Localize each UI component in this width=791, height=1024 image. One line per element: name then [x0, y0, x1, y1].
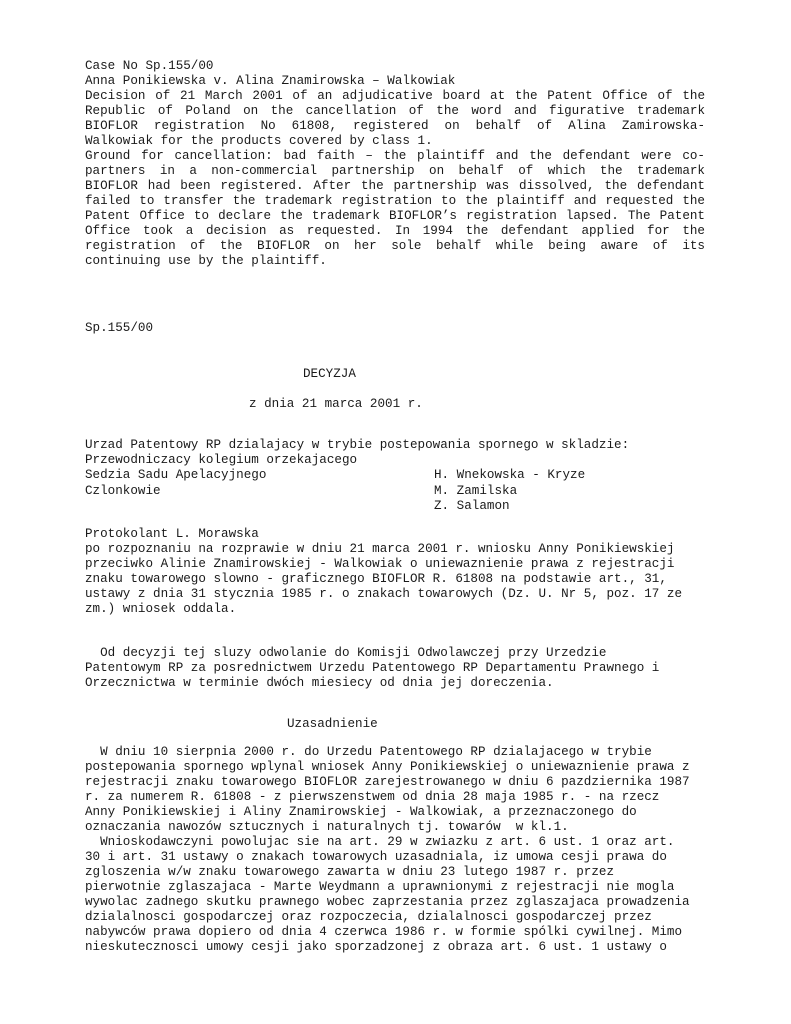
justification-line: Wnioskodawczyni powolujac sie na art. 29 w zwiazku z art. 6 ust. 1 oraz art. [85, 835, 675, 849]
board-intro: Urzad Patentowy RP dzialajacy w trybie postepowania spornego w skladzie: [85, 438, 630, 452]
protocol-line: ustawy z dnia 31 stycznia 1985 r. o znakach towarowych (Dz. U. Nr 5, poz. 17 ze [85, 587, 683, 601]
protocol-line: przeciwko Alinie Znamirowskiej - Walkowiak o uniewaznienie prawa z rejestracji [85, 557, 675, 571]
justification-line: Anny Ponikiewskiej i Aliny Znamirowskiej - Walkowiak, a przeznaczonego do [85, 805, 637, 819]
summary-line: Republic of Poland on the cancellation of the word and figurative trademark [85, 104, 705, 118]
justification-line: W dniu 10 sierpnia 2000 r. do Urzedu Patentowego RP dzialajacego w trybie [85, 745, 652, 759]
case-summary [85, 59, 705, 269]
summary-line: partners in a non-commercial partnership on behalf of which the trademark [85, 164, 705, 178]
decision-date: z dnia 21 marca 2001 r. [249, 397, 423, 411]
summary-line: BIOFLOR registration No 61808, registered on behalf of Alina Zamirowska- [85, 119, 705, 133]
justification-body [85, 745, 690, 955]
decision-reference: Sp.155/00 [85, 321, 154, 335]
case-number: Case No Sp.155/00 [85, 59, 214, 73]
summary-line: Ground for cancellation: bad faith – the plaintiff and the defendant were co- [85, 149, 705, 163]
decision-heading: DECYZJA [303, 367, 356, 381]
summary-line: registration of the BIOFLOR on her sole behalf while being aware of its [85, 239, 705, 253]
summary-line: continuing use by the plaintiff. [85, 254, 327, 268]
member-name: Z. Salamon [434, 499, 510, 513]
justification-line: postepowania spornego wplynal wniosek Anny Ponikiewskiej o uniewaznienie prawa z [85, 760, 690, 774]
justification-heading: Uzasadnienie [287, 717, 378, 731]
member-name: M. Zamilska [434, 484, 518, 498]
appeal-paragraph [85, 646, 659, 691]
justification-line: nabywców prawa dopiero od dnia 4 czerwca 1986 r. w formie spólki cywilnej. Mimo [85, 925, 683, 939]
summary-line: failed to transfer the trademark registration to the plaintiff and requested the [85, 194, 705, 208]
summary-line: Walkowiak for the products covered by class 1. [85, 134, 433, 148]
justification-line: dzialalnosci gospodarczej oraz rozpoczecia, dzialalnosci gospodarczej przez [85, 910, 652, 924]
judge-name: H. Wnekowska - Kryze [434, 468, 586, 482]
case-parties: Anna Ponikiewska v. Alina Znamirowska – Walkowiak [85, 74, 456, 88]
judge-title: Sedzia Sadu Apelacyjnego [85, 468, 267, 482]
appeal-line: Od decyzji tej sluzy odwolanie do Komisji Odwolawczej przy Urzedzie [85, 646, 607, 660]
protocol-line: zm.) wniosek oddala. [85, 602, 237, 616]
justification-line: wywolac zadnego skutku prawnego wobec zaprzestania przez zglaszajaca prowadzenia [85, 895, 690, 909]
summary-line: Patent Office to declare the trademark BIOFLOR’s registration lapsed. The Patent [85, 209, 705, 223]
protocol-line: znaku towarowego slowno - graficznego BIOFLOR R. 61808 na podstawie art., 31, [85, 572, 667, 586]
appeal-line: Patentowym RP za posrednictwem Urzedu Patentowego RP Departamentu Prawnego i [85, 661, 660, 675]
appeal-line: Orzecznictwa w terminie dwóch miesiecy od dnia jej doreczenia. [85, 676, 554, 690]
justification-line: rejestracji znaku towarowego BIOFLOR zarejestrowanego w dniu 6 pazdziernika 1987 [85, 775, 690, 789]
justification-line: zgloszenia w/w znaku towarowego zawarta w dniu 23 lutego 1987 r. przez [85, 865, 615, 879]
justification-line: nieskutecznosci umowy cesji jako sporzadzonej z obraza art. 6 ust. 1 ustawy o [85, 940, 667, 954]
summary-line: Decision of 21 March 2001 of an adjudicative board at the Patent Office of the [85, 89, 705, 103]
justification-line: r. za numerem R. 61808 - z pierwszenstwem od dnia 28 maja 1985 r. - na rzecz [85, 790, 660, 804]
justification-line: pierwotnie zglaszajaca - Marte Weydmann a uprawnionymi z rejestracji nie mogla [85, 880, 675, 894]
protocol-line: Protokolant L. Morawska [85, 527, 259, 541]
summary-line: Office took a decision as requested. In 1994 the defendant applied for the [85, 224, 705, 238]
protocol-paragraph [85, 527, 682, 617]
summary-line: BIOFLOR had been registered. After the partnership was dissolved, the defendant [85, 179, 705, 193]
members-title: Czlonkowie [85, 484, 161, 498]
chair-title: Przewodniczacy kolegium orzekajacego [85, 453, 358, 467]
justification-line: 30 i art. 31 ustawy o znakach towarowych uzasadniala, iz umowa cesji prawa do [85, 850, 667, 864]
justification-line: oznaczania nawozów sztucznych i naturalnych tj. towarów w kl.1. [85, 820, 569, 834]
protocol-line: po rozpoznaniu na rozprawie w dniu 21 marca 2001 r. wniosku Anny Ponikiewskiej [85, 542, 675, 556]
